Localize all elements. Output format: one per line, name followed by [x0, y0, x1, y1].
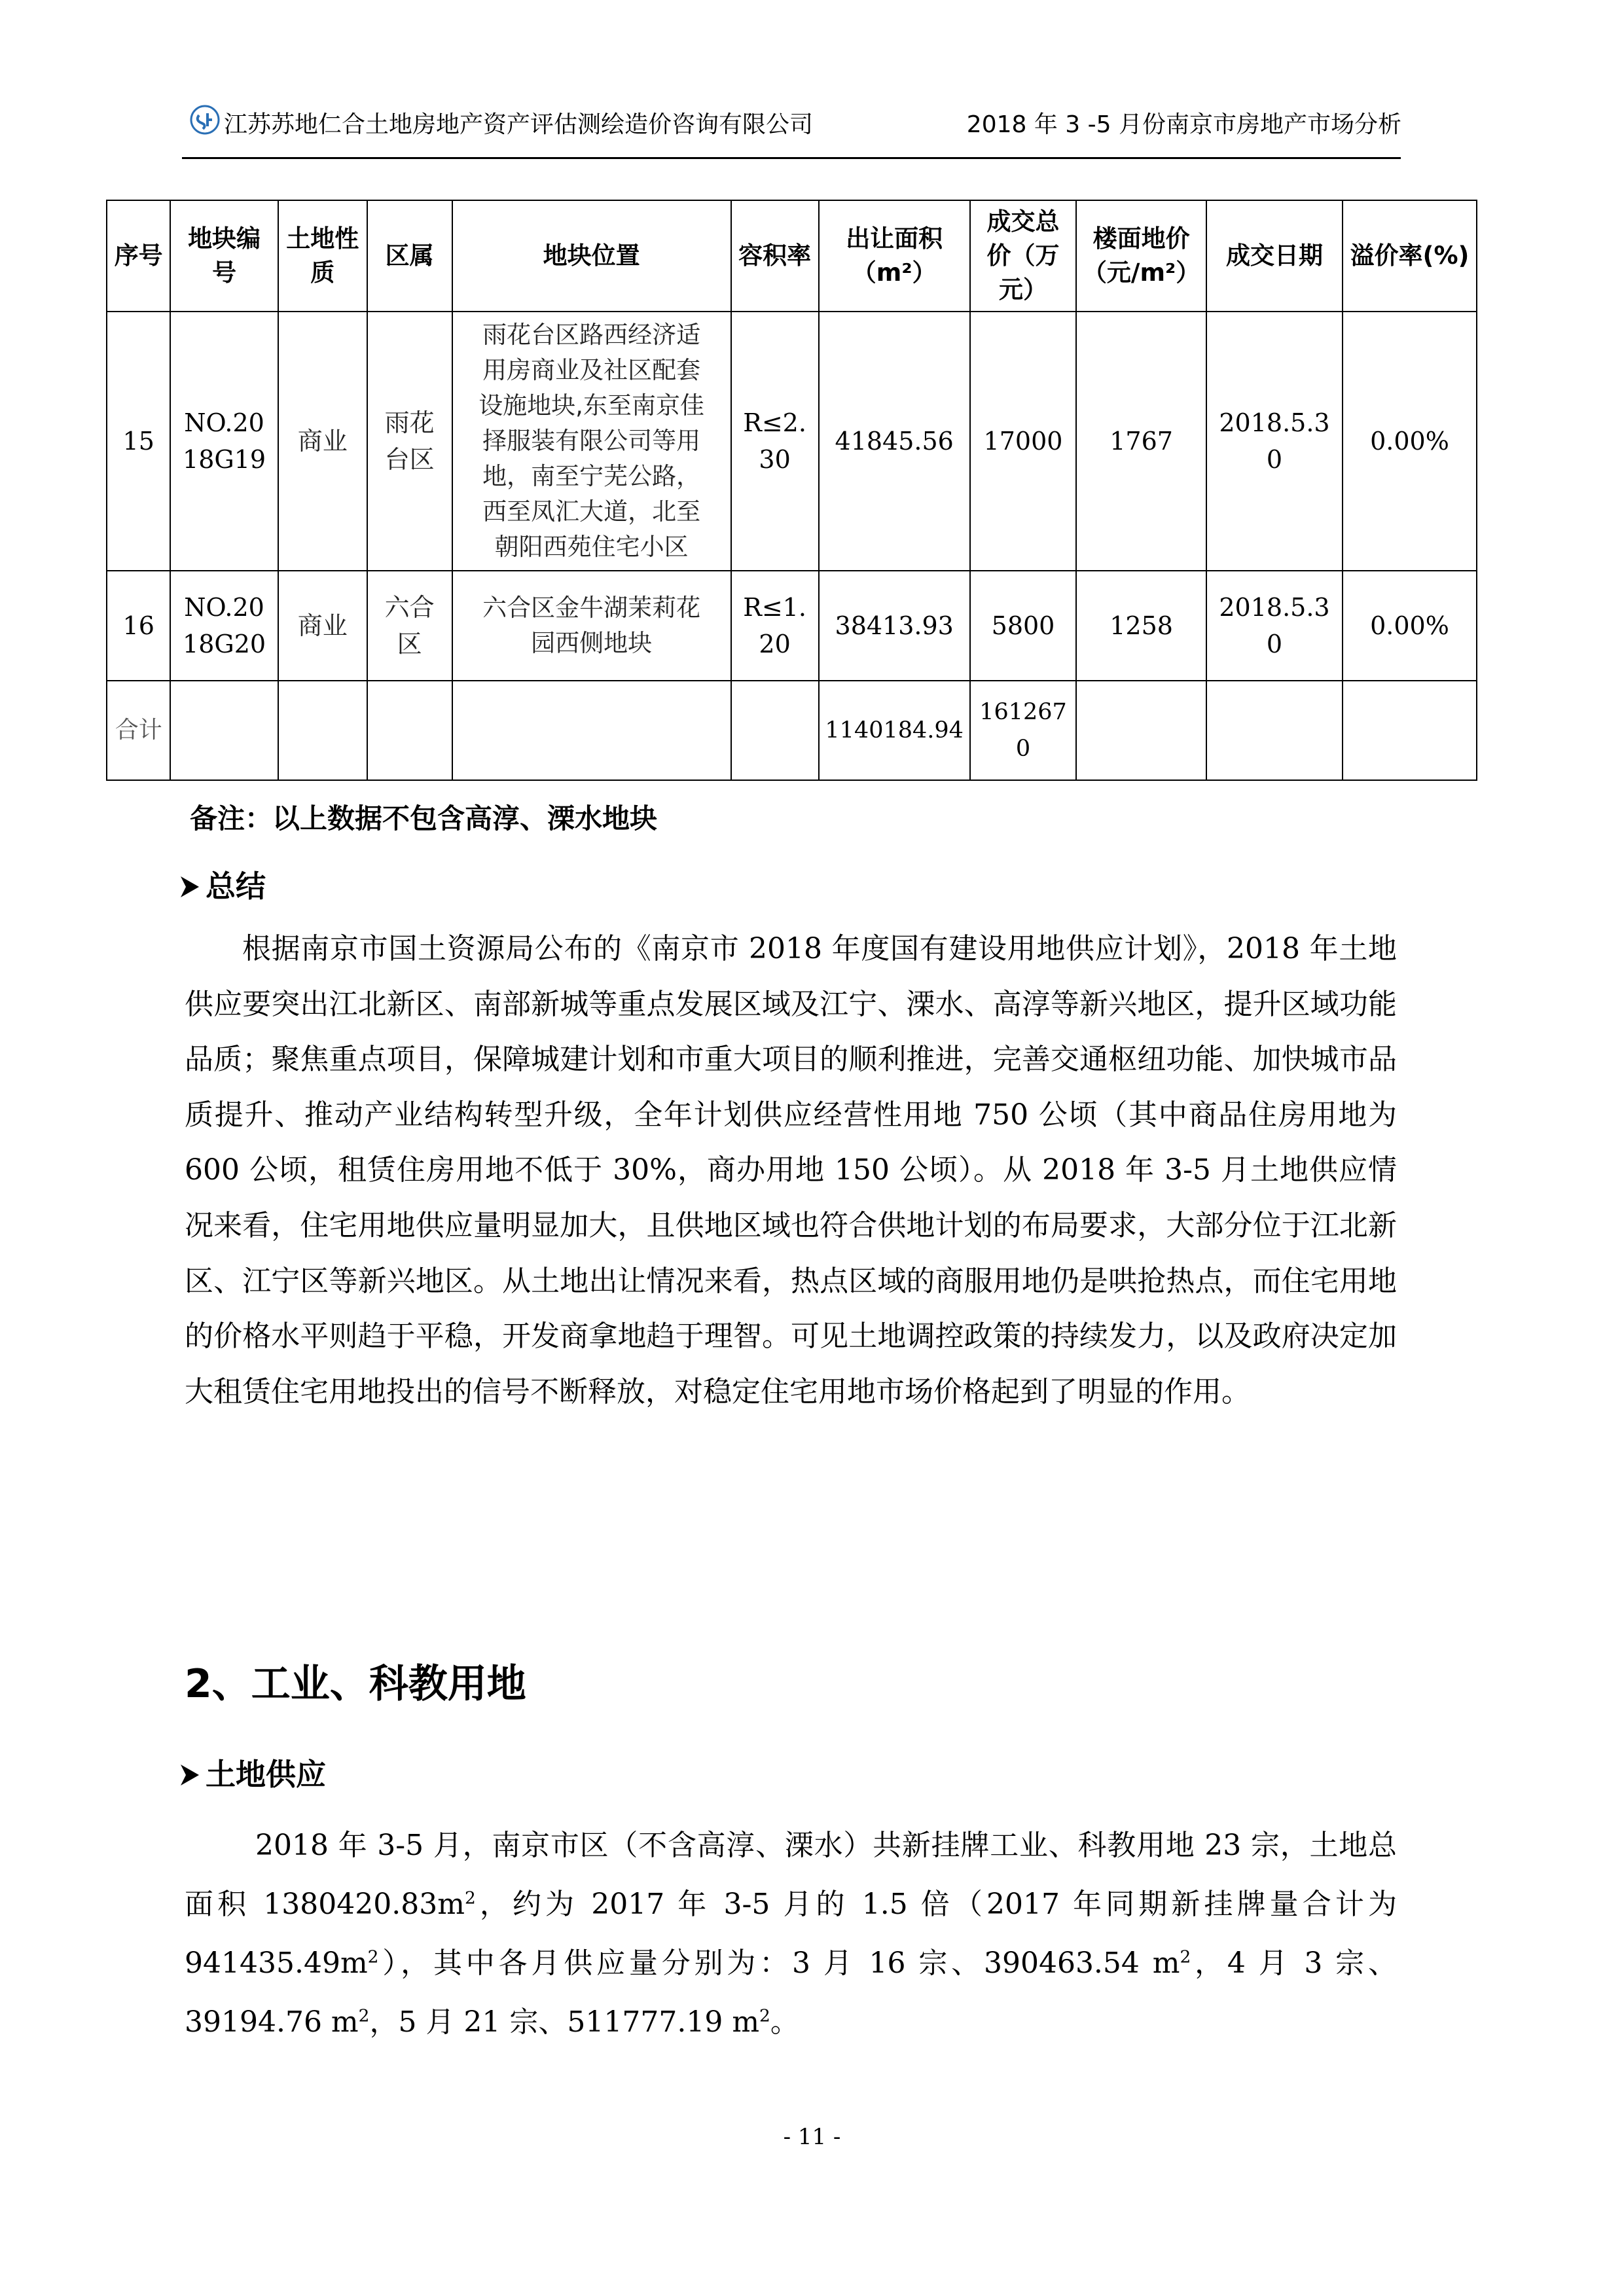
cell-code: NO.2018G20: [170, 571, 278, 681]
col-header: 土地性质: [278, 200, 367, 312]
cell-floor-price: 1258: [1076, 571, 1206, 681]
land-supply-heading: [178, 1751, 326, 1794]
cell-date: 2018.5.30: [1206, 312, 1343, 571]
total-label-cell: [107, 681, 170, 780]
page-header: [183, 98, 1401, 144]
cell-price: 5800: [970, 571, 1076, 681]
table-note: 备注：以上数据不包含高淳、溧水地块: [190, 802, 658, 834]
land-transaction-table: [106, 200, 1477, 781]
company-name: 江苏苏地仁合土地房地产资产评估测绘造价咨询有限公司: [224, 111, 814, 138]
company-logo-icon: [190, 105, 220, 135]
col-header: 容积率: [731, 200, 819, 312]
arrowhead-bullet-icon: [178, 875, 202, 899]
arrowhead-bullet-icon: [178, 1763, 202, 1787]
col-header: 成交总价（万元）: [970, 200, 1076, 312]
cell-no: 16: [107, 571, 170, 681]
total-price: 1612670: [970, 681, 1076, 780]
section-heading: 2、工业、科教用地: [185, 1661, 526, 1707]
table-header-row: [107, 200, 1477, 312]
table-total-row: [107, 681, 1477, 780]
cell-floor-price: 1767: [1076, 312, 1206, 571]
cell-location: 雨花台区路西经济适用房商业及社区配套设施地块,东至南京佳择服装有限公司等用地，南至宁芜公路，西至凤汇大道，北至朝阳西苑住宅小区: [452, 312, 731, 571]
header-rule: [182, 157, 1401, 159]
summary-heading-text: 总结: [206, 869, 266, 904]
land-supply-paragraph: 2018 年 3-5 月，南京市区（不含高淳、溧水）共新挂牌工业、科教用地 23 宗，土地总面积 $1380420.83m^2$，约为 2017 年 3-5 月的 1.5 倍（2017 年同期新挂牌量合计为 $941435.49m^2$），其中各月供应量分别为：3 月 16 宗、390463.54 $m^2$，4 月 3 宗、39194.76 $m^2$，5 月 21 宗、511777.19 $m^2$。: [185, 1829, 1397, 2039]
col-header: 地块编号: [170, 200, 278, 312]
cell-location: 六合区金牛湖茉莉花园西侧地块: [452, 571, 731, 681]
col-header: 成交日期: [1206, 200, 1343, 312]
cell-area: 38413.93: [819, 571, 970, 681]
cell-far: R≤1.20: [731, 571, 819, 681]
land-supply-heading-text: 土地供应: [206, 1757, 326, 1792]
cell-area: 41845.56: [819, 312, 970, 571]
col-header: 楼面地价（元/m²）: [1076, 200, 1206, 312]
cell-code: NO.2018G19: [170, 312, 278, 571]
page-number: - 11 -: [783, 2124, 841, 2150]
cell-date: 2018.5.30: [1206, 571, 1343, 681]
cell-district: 六合区: [367, 571, 452, 681]
col-header: 出让面积（m²）: [819, 200, 970, 312]
total-label: 合计: [115, 717, 162, 744]
cell-premium: 0.00%: [1343, 571, 1477, 681]
report-title: 2018 年 3 -5 月份南京市房地产市场分析: [966, 111, 1401, 138]
cell-no: 15: [107, 312, 170, 571]
table-row: [107, 312, 1477, 571]
cell-far: R≤2.30: [731, 312, 819, 571]
cell-nature: 商业: [278, 571, 367, 681]
col-header: 地块位置: [452, 200, 731, 312]
cell-nature: 商业: [278, 312, 367, 571]
summary-heading: [178, 863, 266, 906]
cell-district: 雨花台区: [367, 312, 452, 571]
cell-price: 17000: [970, 312, 1076, 571]
col-header: 溢价率(%): [1343, 200, 1477, 312]
summary-paragraph: 根据南京市国土资源局公布的《南京市 2018 年度国有建设用地供应计划》，2018 年土地供应要突出江北新区、南部新城等重点发展区域及江宁、溧水、高淳等新兴地区，提升区域功能品质；聚焦重点项目，保障城建计划和市重大项目的顺利推进，完善交通枢纽功能、加快城市品质提升、推动产业结构转型升级，全年计划供应经营性用地 750 公顷（其中商品住房用地为 600 公顷，租赁住房用地不低于 30%，商办用地 150 公顷）。从 2018 年 3-5 月土地供应情况来看，住宅用地供应量明显加大，且供地区域也符合供地计划的布局要求，大部分位于江北新区、江宁区等新兴地区。从土地出让情况来看，热点区域的商服用地仍是哄抢热点，而住宅用地的价格水平则趋于平稳，开发商拿地趋于理智。可见土地调控政策的持续发力，以及政府决定加大租赁住宅用地投出的信号不断释放，对稳定住宅用地市场价格起到了明显的作用。: [185, 932, 1397, 1408]
col-header: 区属: [367, 200, 452, 312]
total-area: 1140184.94: [819, 681, 970, 780]
col-header: 序号: [107, 200, 170, 312]
table-row: [107, 571, 1477, 681]
cell-premium: 0.00%: [1343, 312, 1477, 571]
